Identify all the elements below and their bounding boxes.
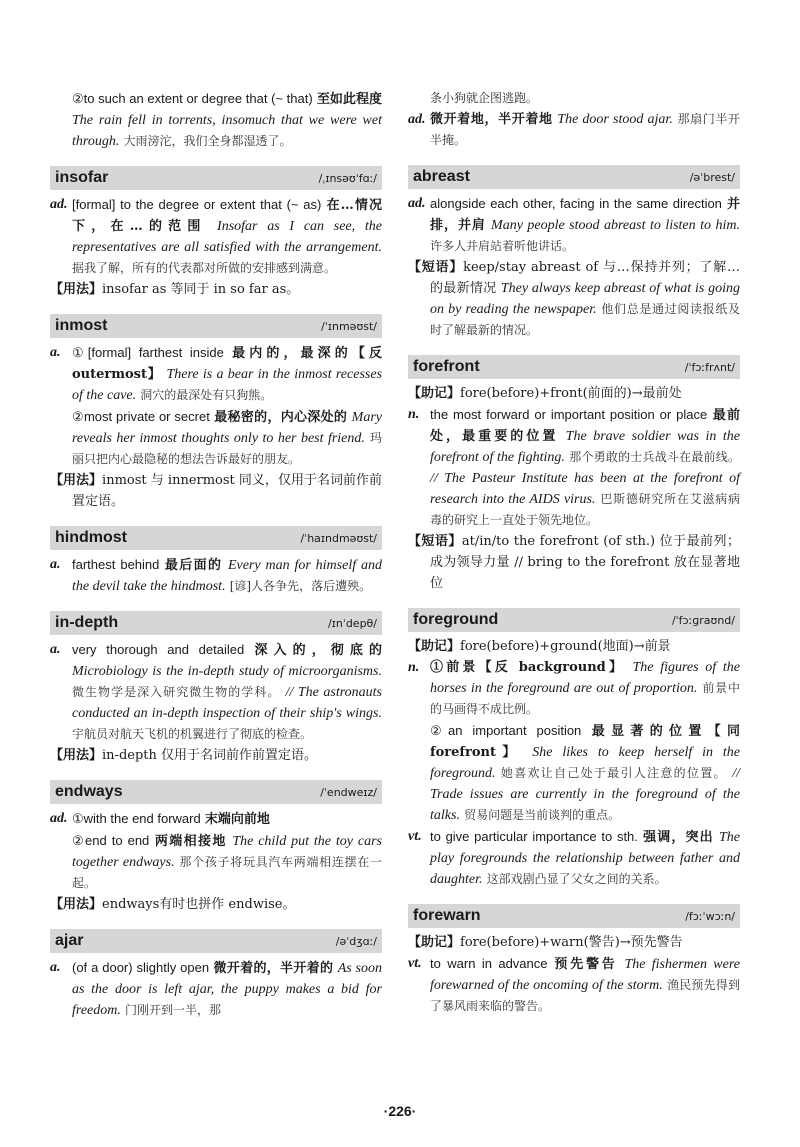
pronunciation: /ˈɪnməʊst/ [321, 319, 377, 333]
definition: alongside each other, facing in the same direction [430, 196, 722, 211]
part-of-speech: a. [50, 642, 61, 657]
memo-text: fore(before)+front(前面的)→最前处 [460, 386, 682, 401]
example: // The Pasteur Institute has been at the forefront of research into the AIDS virus. [430, 471, 740, 507]
definition: ②end to end [72, 833, 150, 848]
entry-endways [50, 780, 382, 915]
chinese-gloss: 在…情况下，在…的范围 [72, 198, 382, 234]
example: As soon as the door is left ajar, the puppy makes a bid for freedom. [72, 961, 383, 1018]
chinese-gloss: 深入的，彻底的 [254, 643, 382, 658]
sense [408, 826, 740, 890]
example: The brave soldier was in the forefront of the fighting. [430, 429, 741, 465]
translation: 她喜欢让自己处于最引人注意的位置。 [500, 766, 727, 780]
chinese-gloss: 强调，突出 [643, 830, 714, 845]
pronunciation: /ɪnˈdepθ/ [328, 616, 377, 630]
headword: abreast [413, 168, 470, 185]
example: The fishermen were forewarned of the oncoming of the storm. [430, 957, 740, 993]
memo-text: fore(before)+warn(警告)→预先警告 [460, 935, 683, 950]
chinese-gloss: 最内的，最深的【反 outermost】 [72, 346, 382, 382]
translation: 洞穴的最深处有只狗熊。 [140, 388, 273, 402]
translation: 玛丽只把内心最隐秘的想法告诉最好的朋友。 [72, 431, 382, 466]
headword-bar [408, 608, 740, 632]
chinese-gloss: 两端相接地 [154, 834, 227, 849]
sense [50, 342, 382, 406]
sense [50, 406, 382, 470]
chinese-gloss: 预先警告 [554, 957, 618, 972]
sense [50, 957, 382, 1021]
example: They always keep abreast of what is going on by reading the newspaper. [430, 281, 740, 317]
usage-tag: 【用法】 [50, 473, 103, 488]
pronunciation: /ˈfɔːfrʌnt/ [684, 360, 735, 374]
entry-forewarn [408, 904, 740, 1017]
definition: ②most private or secret [72, 409, 210, 424]
headword-bar [50, 929, 382, 953]
left-column [50, 88, 382, 1035]
sense [408, 109, 740, 151]
entry-foreground [408, 608, 740, 890]
phrase-tag: 【短语】 [408, 534, 462, 549]
entry-abreast [408, 165, 740, 341]
definition: ②an important position [430, 723, 582, 738]
definition: ①with the end forward [72, 811, 201, 826]
phrase-text: at/in/to the forefront (of sth.) 位于最前列；成为领导力量 // bring to the forefront 放在显著地位 [430, 534, 740, 591]
translation: 他们总是通过阅读报纸及时了解最新的情况。 [430, 302, 740, 337]
intro-example: The rain fell in torrents, insomuch that we were wet through. [72, 113, 382, 149]
example: Every man for himself and the devil take the hindmost. [72, 558, 382, 594]
entry-insofar [50, 166, 382, 300]
pronunciation: /ˈfɔːɡraʊnd/ [671, 613, 735, 627]
definition: (of a door) slightly open [72, 960, 210, 975]
sense [50, 639, 382, 745]
translation: 渔民预先得到了暴风雨来临的警告。 [430, 978, 740, 1013]
phrase-tag: 【短语】 [408, 260, 464, 275]
phrase-note [408, 531, 740, 594]
chinese-gloss: ①前景【反 background】 [430, 660, 626, 675]
headword: hindmost [55, 529, 127, 546]
headword-bar [408, 904, 740, 928]
headword-bar [50, 611, 382, 635]
sense [50, 554, 382, 597]
chinese-gloss: 并排，并肩 [430, 197, 740, 233]
example: Insofar as I can see, the representatives are all satisfied with the arrangement. [72, 219, 382, 255]
sense [408, 657, 740, 720]
memo-tag: 【助记】 [408, 935, 461, 950]
usage-tag: 【用法】 [50, 282, 103, 297]
translation: 宇航员对航天飞机的机翼进行了彻底的检查。 [72, 727, 313, 741]
part-of-speech: n. [408, 407, 420, 422]
example: The figures of the horses in the foreground are out of proportion. [430, 660, 740, 696]
sense [50, 830, 382, 894]
pronunciation: /ˌɪnsəʊˈfɑː/ [318, 171, 377, 185]
chinese-gloss: 末端向前地 [204, 812, 270, 827]
entry-inmost [50, 314, 382, 512]
intro-def: ②to such an extent or degree that (~ that) [72, 91, 313, 106]
headword-bar [408, 355, 740, 379]
memo-note [408, 383, 740, 404]
usage-text: in-depth 仅用于名词前作前置定语。 [102, 748, 318, 763]
entry-forefront [408, 355, 740, 594]
headword-bar [50, 526, 382, 550]
page-number: ·226· [383, 1103, 417, 1119]
definition: [formal] to the degree or extent that (~ as) [72, 197, 322, 212]
chinese-gloss: 最秘密的，内心深处的 [214, 410, 348, 425]
sense [408, 953, 740, 1017]
translation: 贸易问题是当前谈判的重点。 [464, 808, 621, 822]
translation: 微生物学是深入研究微生物的学科。 [72, 685, 281, 699]
sense [408, 720, 740, 826]
example: Microbiology is the in-depth study of microorganisms. [72, 664, 382, 679]
part-of-speech: n. [408, 660, 420, 675]
example: // Trade issues are currently in the foreground of the talks. [430, 766, 740, 823]
pronunciation: /ˈhaɪndməʊst/ [300, 531, 377, 545]
headword-bar [50, 314, 382, 338]
definition: ①[formal] farthest inside [72, 345, 224, 360]
translation: 那个勇敢的士兵战斗在最前线。 [569, 450, 740, 464]
headword: forewarn [413, 907, 481, 924]
chinese-gloss: 微开着的，半开着的 [213, 961, 334, 976]
intro-zh: 至如此程度 [316, 92, 382, 107]
headword: ajar [55, 932, 84, 949]
part-of-speech: a. [50, 960, 61, 975]
part-of-speech: ad. [408, 196, 426, 211]
usage-text: insofar as 等同于 in so far as。 [102, 282, 300, 297]
example: The door stood ajar. [557, 112, 673, 127]
usage-tag: 【用法】 [50, 748, 103, 763]
phrase-text: keep/stay abreast of 与…保持并列；了解…的最新情况 [430, 260, 740, 296]
translation: 许多人并肩站着听他讲话。 [430, 239, 575, 253]
right-column [408, 88, 740, 1031]
chinese-gloss: 最前处，最重要的位置 [430, 408, 740, 444]
example: // The astronauts conducted an in-depth inspection of their ship's wings. [72, 685, 382, 721]
example: Mary reveals her inmost thoughts only to her best friend. [72, 410, 382, 446]
part-of-speech: ad. [50, 811, 68, 826]
chinese-gloss: 最后面的 [164, 558, 223, 573]
example: The play foregrounds the relationship between father and daughter. [430, 830, 740, 887]
example: The child put the toy cars together endways. [72, 834, 382, 870]
translation: 据我了解，所有的代表都对所做的安排感到满意。 [72, 261, 337, 275]
part-of-speech: vt. [408, 829, 422, 844]
memo-note [408, 636, 740, 657]
translation: 前景中的马画得不成比例。 [430, 681, 740, 716]
memo-tag: 【助记】 [408, 639, 461, 654]
definition: farthest behind [72, 557, 160, 572]
sense [50, 194, 382, 279]
headword-bar [408, 165, 740, 189]
part-of-speech: ad. [50, 197, 68, 212]
translation: 条小狗就企图逃跑。 [430, 91, 539, 105]
usage-note [50, 894, 382, 915]
headword: forefront [413, 358, 480, 375]
headword: insofar [55, 169, 109, 186]
definition: the most forward or important position or place [430, 407, 708, 422]
part-of-speech: ad. [408, 112, 426, 127]
intro-translation: 大雨滂沱，我们全身都湿透了。 [123, 134, 292, 148]
part-of-speech: vt. [408, 956, 422, 971]
translation: 巴斯德研究所在艾滋病病毒的研究上一直处于领先地位。 [430, 492, 740, 527]
usage-note [50, 470, 382, 512]
usage-note [50, 745, 382, 766]
headword: foreground [413, 611, 499, 628]
pronunciation: /əˈbrest/ [689, 170, 735, 184]
chinese-gloss: 微开着地，半开着地 [430, 112, 553, 127]
headword-bar [50, 780, 382, 804]
example: She likes to keep herself in the foreground. [430, 745, 741, 781]
part-of-speech: a. [50, 345, 61, 360]
ajar-continuation [408, 88, 740, 151]
pronunciation: /ˈendweɪz/ [320, 785, 377, 799]
translation: 那扇门半开半掩。 [430, 112, 740, 147]
memo-tag: 【助记】 [408, 386, 461, 401]
translation: [谚]人各争先，落后遭殃。 [229, 579, 372, 593]
translation: 这部戏剧凸显了父女之间的关系。 [486, 872, 667, 886]
headword: inmost [55, 317, 108, 334]
definition: to warn in advance [430, 956, 548, 971]
pronunciation: /əˈdʒɑː/ [335, 934, 377, 948]
definition: very thorough and detailed [72, 642, 245, 657]
chinese-gloss: 最显著的位置【同 forefront】 [430, 724, 740, 760]
entry-hindmost [50, 526, 382, 597]
translation: 门刚开到一半，那 [125, 1003, 222, 1017]
headword-bar [50, 166, 382, 190]
definition: to give particular importance to sth. [430, 829, 638, 844]
translation: 那个孩子将玩具汽车两端相连摆在一起。 [72, 855, 382, 890]
usage-tag: 【用法】 [50, 897, 103, 912]
entry-ajar [50, 929, 382, 1021]
headword: in-depth [55, 614, 119, 631]
usage-text: inmost 与 innermost 同义，仅用于名词前作前置定语。 [72, 473, 382, 509]
example: There is a bear in the inmost recesses of the cave. [72, 367, 383, 403]
phrase-note [408, 257, 740, 341]
sense [50, 808, 382, 830]
memo-note [408, 932, 740, 953]
example: Many people stood abreast to listen to him. [491, 218, 740, 233]
usage-text: endways有时也拼作 endwise。 [102, 897, 296, 912]
entry-in-depth [50, 611, 382, 766]
memo-text: fore(before)+ground(地面)→前景 [460, 639, 671, 654]
pronunciation: /fɔːˈwɔːn/ [685, 909, 735, 923]
headword: endways [55, 783, 123, 800]
part-of-speech: a. [50, 557, 61, 572]
intro-continuation [50, 88, 382, 152]
sense [408, 404, 740, 531]
usage-note [50, 279, 382, 300]
sense [408, 193, 740, 257]
